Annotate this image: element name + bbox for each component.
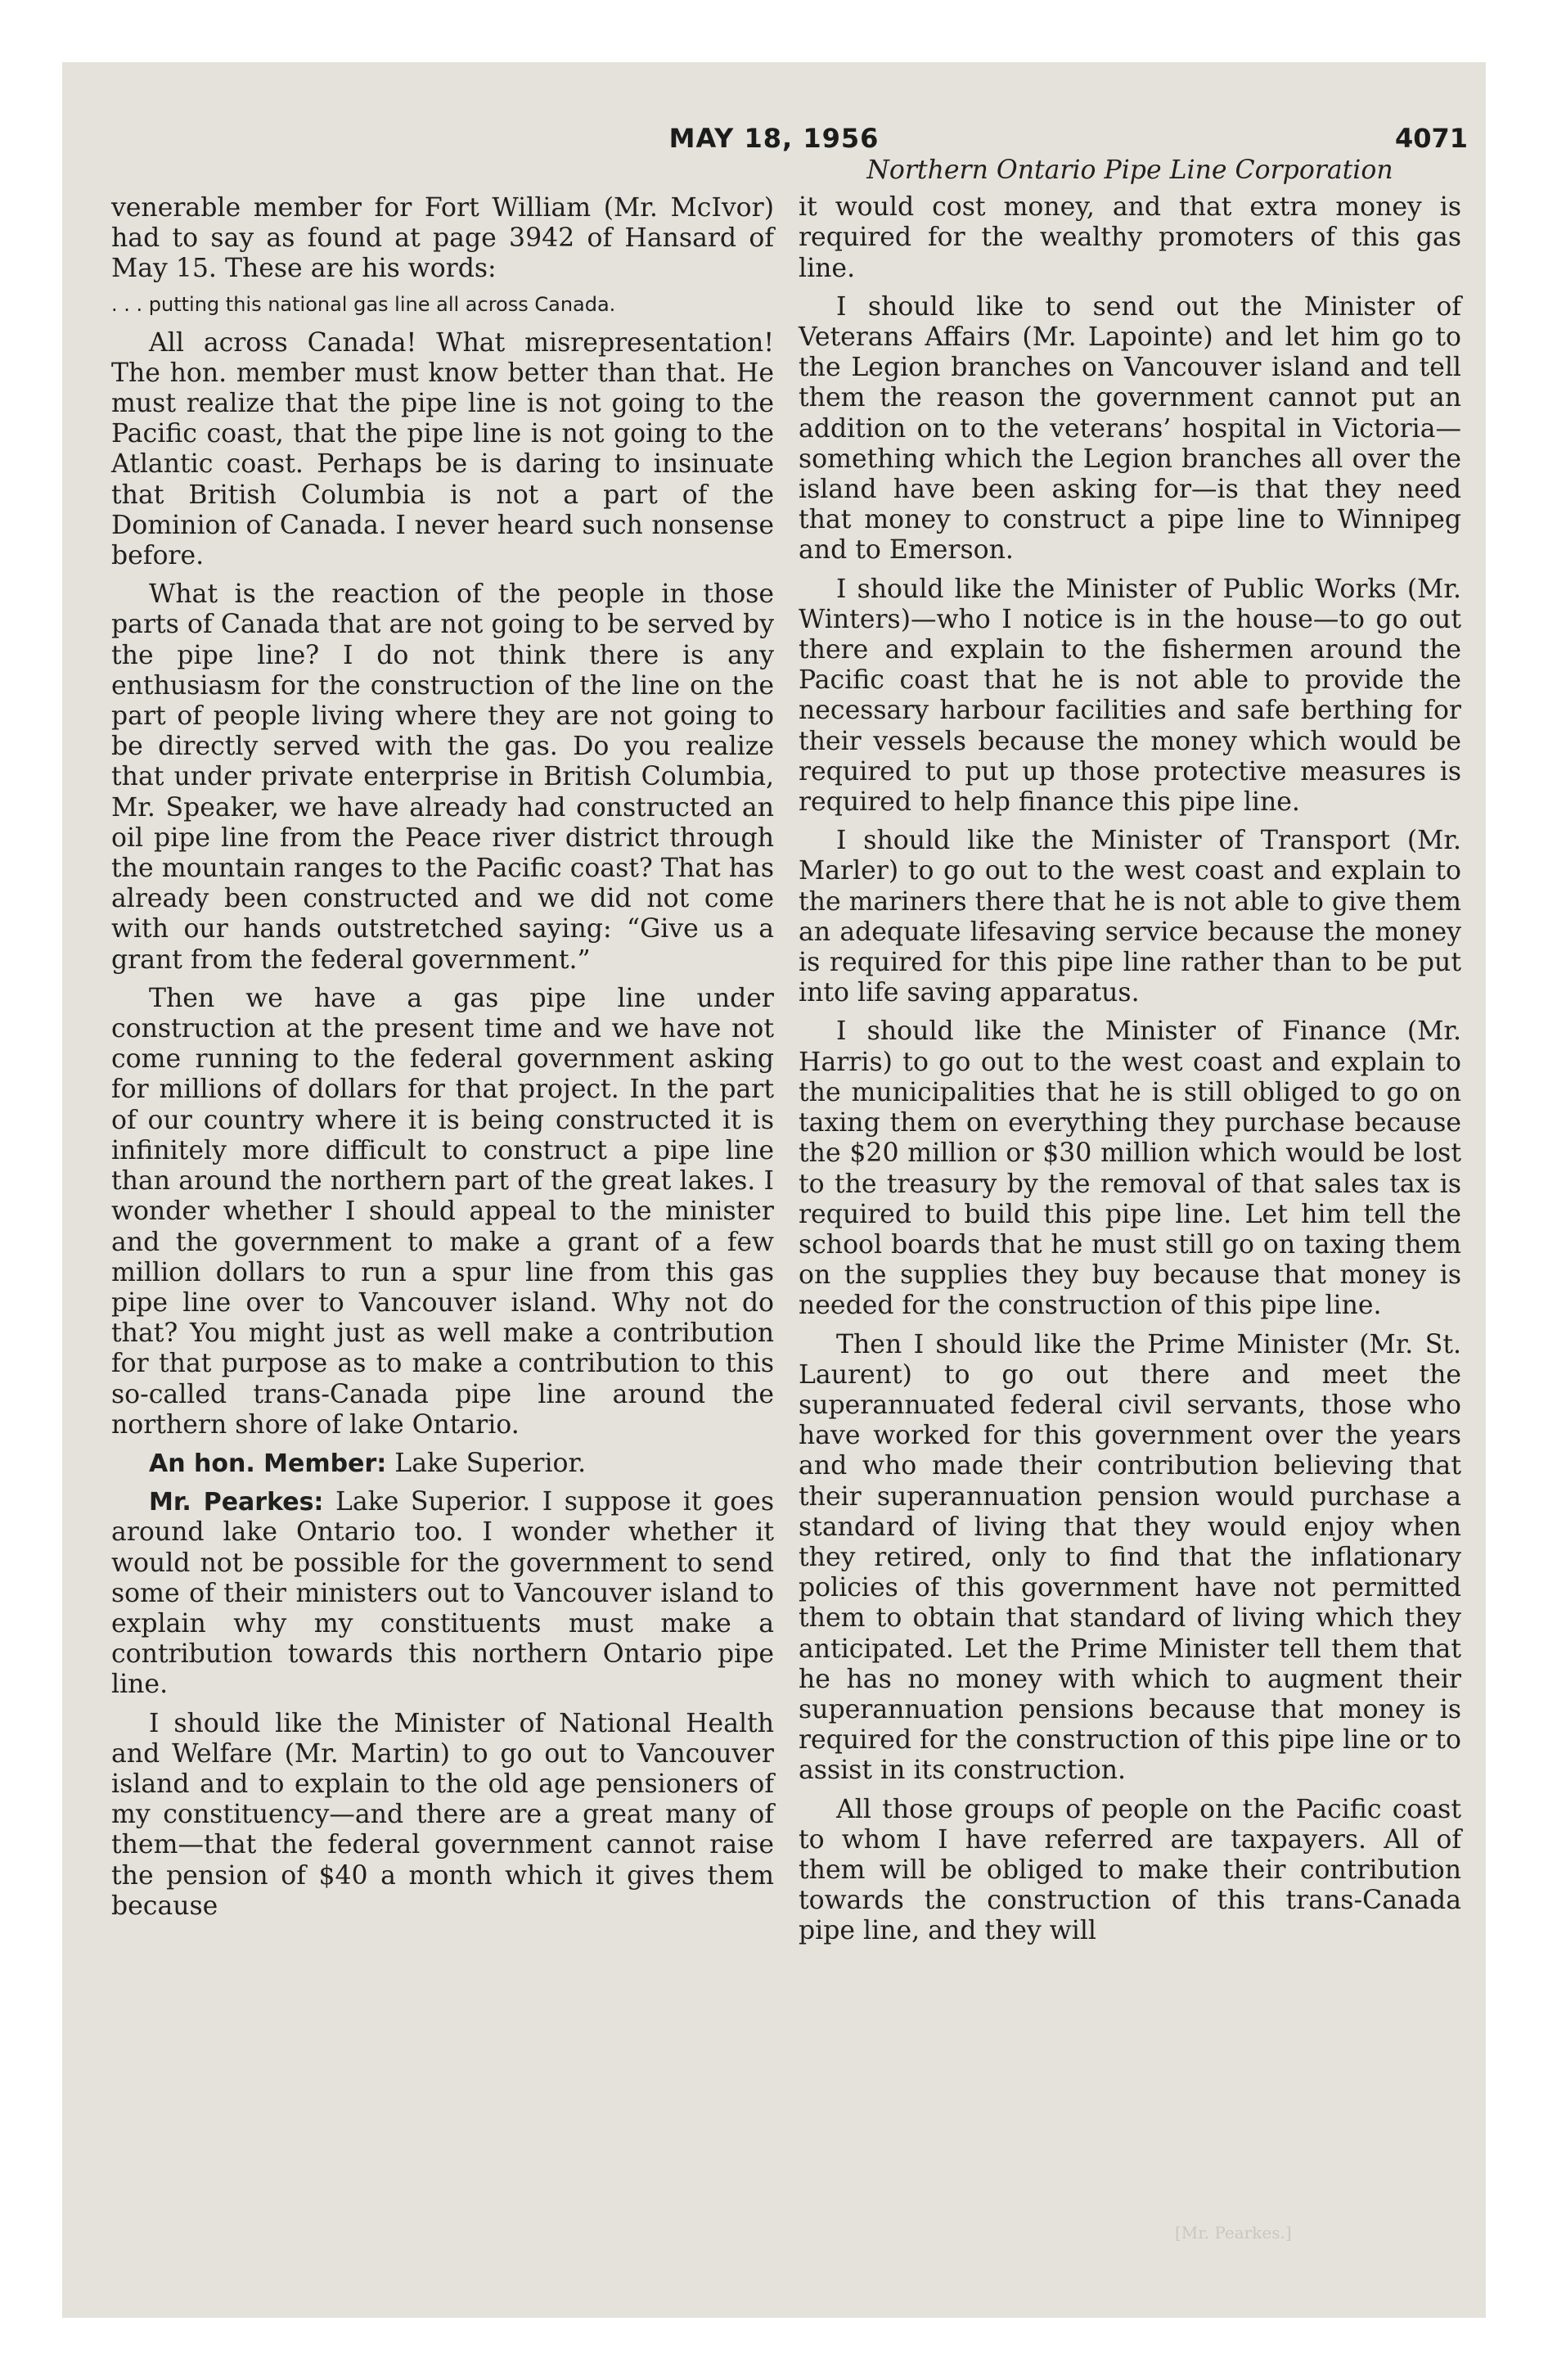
paragraph: Then I should like the Prime Minister (Mr. St. Laurent) to go out there and meet the superannuated federal civil servants, those who have worked for this government over the years and who made their contribution believing that their superannuation pension would purchase a standard of living that they would enjoy when they retired, only to find that the inflationary policies of this government have not permitted them to obtain that standard of living which they anticipated. Let the Prime Minister tell them that he has no money with which to augment their superannuation pensions because that money is required for the construction of this pipe line or to assist in its construction. [799,1329,1461,1786]
paragraph: I should like the Minister of Finance (Mr. Harris) to go out to the west coast and explain to the municipalities that he is still obliged to go on taxing them on everything they purchase because the $20 million or $30 million which would be lost to the treasury by the removal of that sales tax is required to build this pipe line. Let him tell the school boards that he must still go on taxing them on the supplies they buy because that money is needed for the construction of this pipe line. [799,1016,1461,1321]
scanned-page [62,62,1486,2318]
speaker-name: Mr. Pearkes: [149,1488,324,1517]
paragraph: I should like the Minister of Public Works (Mr. Winters)—who I notice is in the house—to go out there and explain to the fishermen around the Pacific coast that he is not able to provide the necessary harbour facilities and safe berthing for their vessels because the money which would be required to put up those protective measures is required to help finance this pipe line. [799,574,1461,818]
quotation: . . . putting this national gas line all across Canada. [111,292,616,316]
running-head: Northern Ontario Pipe Line Corporation [866,156,1393,185]
footer-note: [Mr. Pearkes.] [1175,2223,1292,2243]
paragraph: All those groups of people on the Pacific coast to whom I have referred are taxpayers. All of them will be obliged to make their contribution towards the construction of this trans-Canada pipe line, and they will [799,1794,1461,1946]
paragraph: it would cost money, and that extra money is required for the wealthy promoters of this gas line. [799,192,1461,283]
left-column [111,193,774,1930]
paragraph: What is the reaction of the people in those parts of Canada that are not going to be served by the pipe line? I do not think there is any enthusiasm for the construction of the line on the part of people living where they are not going to be directly served with the gas. Do you realize that under private enterprise in British Columbia, Mr. Speaker, we have already had constructed an oil pipe line from the Peace river district through the mountain ranges to the Pacific coast? That has already been constructed and we did not come with our hands outstretched saying: “Give us a grant from the federal government.” [111,579,774,975]
paragraph: All across Canada! What misrepresentation! The hon. member must know better than that. He must realize that the pipe line is not going to the Pacific coast, that the pipe line is not going to the Atlantic coast. Perhaps be is daring to insinuate that British Columbia is not a part of the Dominion of Canada. I never heard such nonsense before. [111,327,774,571]
paragraph: Then we have a gas pipe line under construction at the present time and we have not come running to the federal government asking for millions of dollars for that project. In the part of our country where it is being constructed it is infinitely more difficult to construct a pipe line than around the northern part of the great lakes. I wonder whether I should appeal to the minister and the government to make a grant of a few million dollars to run a spur line from this gas pipe line over to Vancouver island. Why not do that? You might just as well make a contribution for that purpose as to make a contribution to this so-called trans-Canada pipe line around the northern shore of lake Ontario. [111,983,774,1440]
header-date: MAY 18, 1956 [668,123,880,154]
speech-paragraph [111,1487,774,1700]
speaker-name: An hon. Member: [149,1449,387,1478]
page-number: 4071 [1394,123,1468,154]
speech-text: Lake Superior. I suppose it goes around lake Ontario too. I wonder whether it would not be possible for the government to send some of their ministers out to Vancouver island to explain why my constituents must make a contribution towards this northern Ontario pipe line. [111,1487,774,1700]
paragraph: venerable member for Fort William (Mr. McIvor) had to say as found at page 3942 of Hansard of May 15. These are his words: [111,193,774,284]
paragraph: I should like the Minister of Transport (Mr. Marler) to go out to the west coast and explain to the mariners there that he is not able to give them an adequate lifesaving service because the money is required for this pipe line rather than to be put into life saving apparatus. [799,826,1461,1008]
speech-paragraph [111,1449,774,1479]
paragraph: I should like the Minister of National Health and Welfare (Mr. Martin) to go out to Vancouver island and to explain to the old age pensioners of my constituency—and there are a great many of them—that the federal government cannot raise the pension of $40 a month which it gives them because [111,1708,774,1921]
speech-text: Lake Superior. [386,1448,587,1478]
paragraph: I should like to send out the Minister of Veterans Affairs (Mr. Lapointe) and let him go to the Legion branches on Vancouver island and tell them the reason the government cannot put an addition on to the veterans’ hospital in Victoria—something which the Legion branches all over the island have been asking for—is that they need that money to construct a pipe line to Winnipeg and to Emerson. [799,291,1461,566]
right-column [799,156,1461,1955]
